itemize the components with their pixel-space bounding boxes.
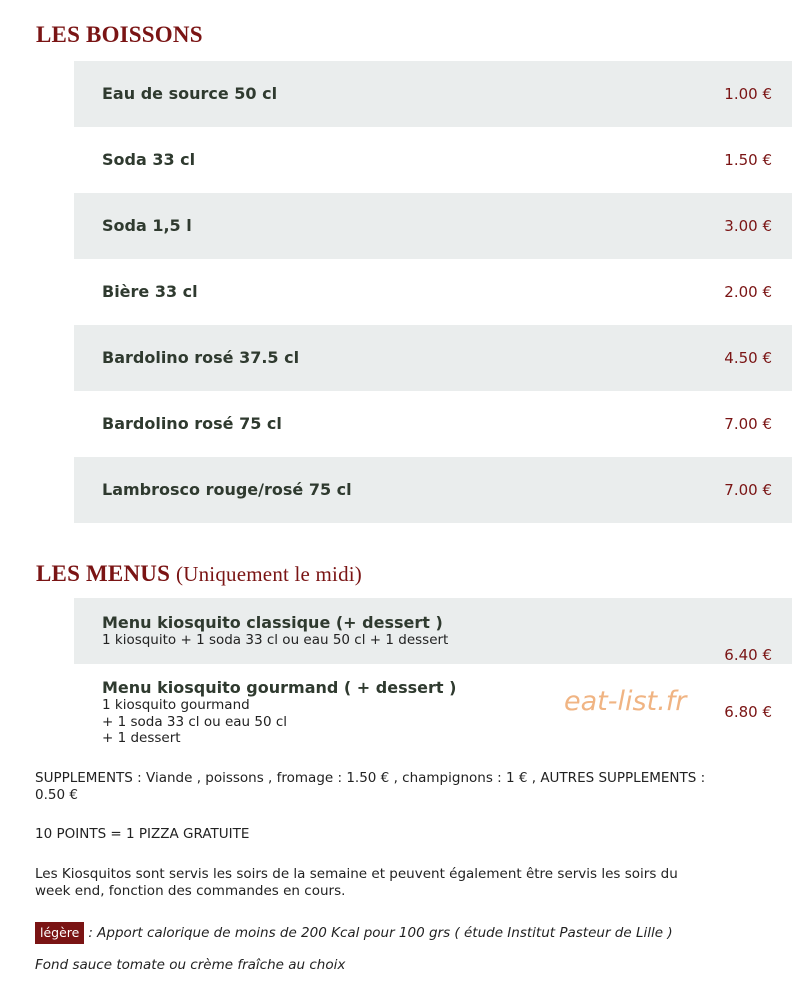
item-price: 7.00 € bbox=[724, 481, 772, 499]
menu-description-line: + 1 dessert bbox=[102, 730, 181, 746]
item-name: Soda 33 cl bbox=[102, 150, 196, 169]
menu-price: 6.80 € bbox=[724, 703, 772, 721]
list-item bbox=[74, 391, 792, 457]
legere-badge: légère bbox=[35, 922, 84, 944]
menu-name: Menu kiosquito classique (+ dessert ) bbox=[102, 613, 443, 632]
list-item bbox=[74, 127, 792, 193]
item-price: 2.00 € bbox=[724, 283, 772, 301]
item-name: Bière 33 cl bbox=[102, 282, 198, 301]
item-name: Bardolino rosé 75 cl bbox=[102, 414, 282, 433]
kiosquitos-line: week end, fonction des commandes en cours. bbox=[35, 883, 346, 899]
item-name: Soda 1,5 l bbox=[102, 216, 192, 235]
boissons-title: LES BOISSONS bbox=[36, 22, 203, 47]
legere-note bbox=[35, 922, 673, 944]
fond-note: Fond sauce tomate ou crème fraîche au choix bbox=[35, 957, 346, 973]
item-name: Eau de source 50 cl bbox=[102, 84, 278, 103]
list-item bbox=[74, 61, 792, 127]
list-item bbox=[74, 325, 792, 391]
menus-title-text: LES MENUS bbox=[36, 561, 171, 586]
list-item bbox=[74, 457, 792, 523]
item-price: 1.50 € bbox=[724, 151, 772, 169]
item-price: 7.00 € bbox=[724, 415, 772, 433]
boissons-list bbox=[74, 61, 792, 523]
item-name: Bardolino rosé 37.5 cl bbox=[102, 348, 300, 367]
list-item bbox=[74, 193, 792, 259]
supplements-note bbox=[35, 770, 705, 804]
points-note: 10 POINTS = 1 PIZZA GRATUITE bbox=[35, 826, 250, 842]
menus-title bbox=[36, 561, 362, 587]
item-price: 4.50 € bbox=[724, 349, 772, 367]
supplements-line: SUPPLEMENTS : Viande , poissons , fromage : 1.50 € , champignons : 1 € , AUTRES SUPPLEMENTS : bbox=[35, 770, 706, 786]
item-name: Lambrosco rouge/rosé 75 cl bbox=[102, 480, 352, 499]
supplements-line: 0.50 € bbox=[35, 787, 78, 803]
menu-price: 6.40 € bbox=[724, 646, 772, 664]
menus-subtitle: (Uniquement le midi) bbox=[176, 562, 363, 586]
menu-description-line: + 1 soda 33 cl ou eau 50 cl bbox=[102, 713, 288, 730]
menu-gourmand bbox=[102, 678, 456, 747]
menu-description: 1 kiosquito + 1 soda 33 cl ou eau 50 cl + 1 dessert bbox=[102, 632, 449, 648]
list-item bbox=[74, 259, 792, 325]
list-item bbox=[74, 598, 792, 664]
item-price: 1.00 € bbox=[724, 85, 772, 103]
watermark: eat-list.fr bbox=[564, 686, 687, 717]
menu-name: Menu kiosquito gourmand ( + dessert ) bbox=[102, 678, 457, 697]
legere-text: : Apport calorique de moins de 200 Kcal pour 100 grs ( étude Institut Pasteur de Lille ) bbox=[88, 925, 673, 941]
kiosquitos-note bbox=[35, 866, 678, 900]
item-price: 3.00 € bbox=[724, 217, 772, 235]
menu-description-line: 1 kiosquito gourmand bbox=[102, 697, 250, 713]
kiosquitos-line: Les Kiosquitos sont servis les soirs de la semaine et peuvent également être servis les soirs du bbox=[35, 866, 678, 882]
